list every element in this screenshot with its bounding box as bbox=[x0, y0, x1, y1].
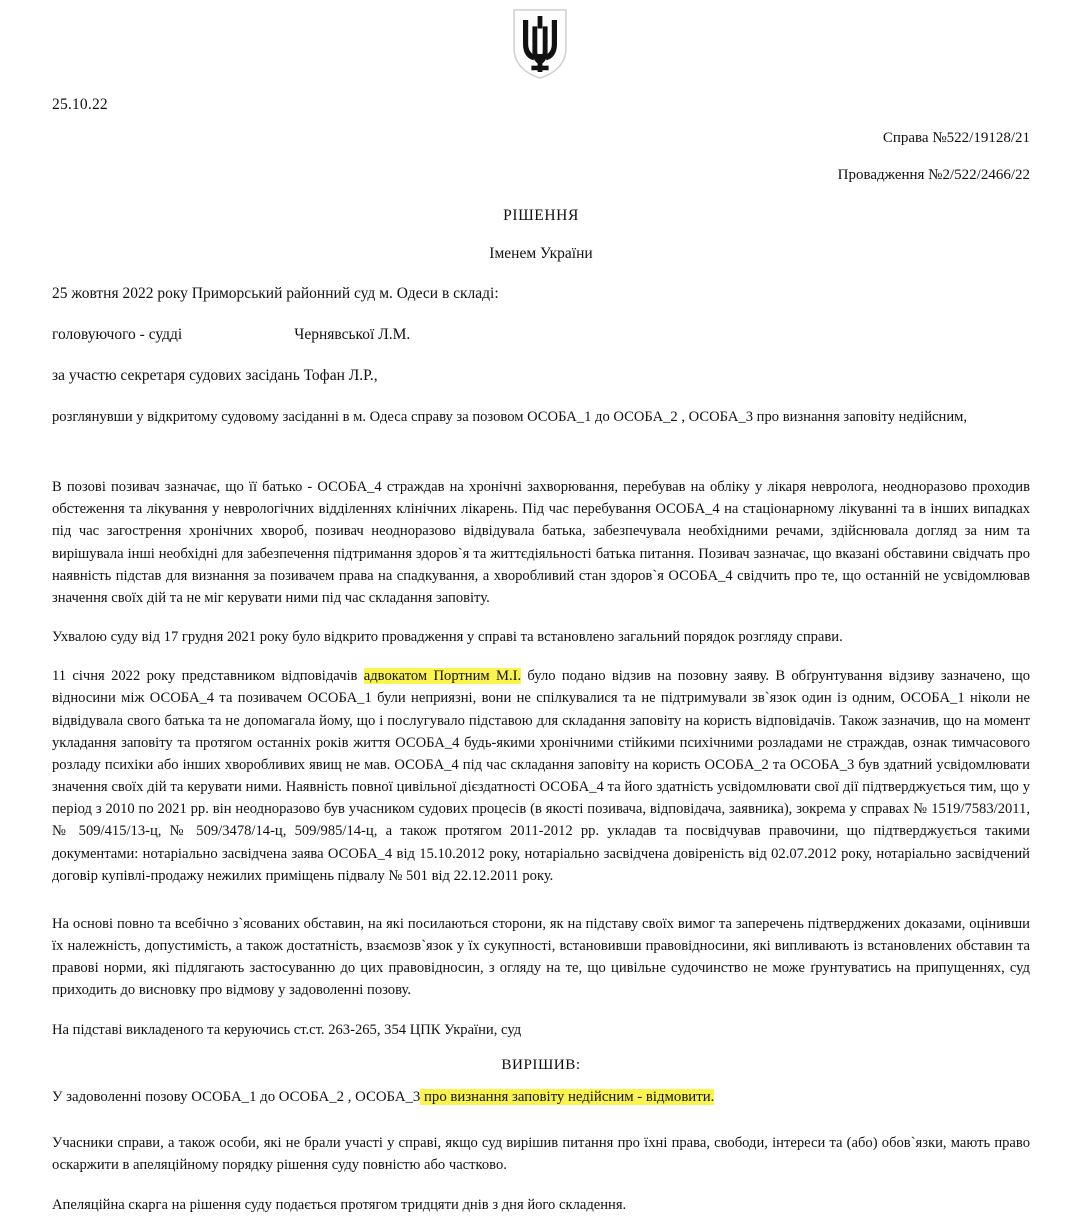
paragraph-court-ruling-opening: Ухвалою суду від 17 грудня 2021 року було відкрито провадження у справі та встановлено загальний порядок розгляду справи. bbox=[52, 629, 843, 646]
decided-heading: ВИРІШИВ: bbox=[501, 1055, 581, 1073]
document-body bbox=[52, 476, 1030, 1216]
response-text-before: 11 січня 2022 року представником відповідачів bbox=[52, 668, 364, 685]
paragraph-claim-statement: В позові позивач зазначає, що її батько - ОСОБА_4 страждав на хронічні захворювання, перебував на обліку у лікаря невролога, неодноразово проходив обстеження та лікування у неврологічних відділеннях клінічних лікарень. Під час перебування ОСОБА_4 на стаціонарному лікуванні та в інших випадках під час загострення хронічних хвороб, позивач неодноразово відвідувала батька, забезпечувала необхідними речами, здійснювала догляд за ним та вирішувала інші необхідні для забезпечення підтримання здоров`я та життєдіяльності батька питання. Позивач зазначає, що вказані обставини свідчать про наявність підстав для визнання за позивачем права на спадкування, а хворобливий стан здоров`я ОСОБА_4 свідчить про те, що останній не усвідомлював значення своїх дій та не міг керувати ними під час складання заповіту. bbox=[52, 479, 1030, 606]
document-subtitle: Іменем України bbox=[489, 245, 593, 262]
paragraph-court-conclusion: На основі повно та всебічно з`ясованих обставин, на які посилаються сторони, як на підставу своїх вимог та заперечень підтверджених доказами, оцінивши їх належність, допустимість, а також достатність, взаємозв`язок у їх сукупності, встановивши правовідносини, які випливають із встановлених обставин та правові норми, які підлягають застосуванню до цих правовідносин, з огляду на те, що цивільне судочинство не може ґрунтуватись на припущеннях, суд приходить до висновку про відмову у задоволенні позову. bbox=[52, 915, 1030, 999]
document-date: 25.10.22 bbox=[52, 96, 108, 113]
case-identifiers bbox=[52, 130, 1030, 183]
emblem-container bbox=[0, 0, 1080, 80]
paragraph-appeal-rights: Учасники справи, а також особи, які не брали участі у справі, якщо суд вирішив питання про їхні права, свободи, інтереси та (або) обов`язки, мають право оскаржити в апеляційному порядку рішення суду повністю або частково. bbox=[52, 1135, 1030, 1174]
verdict-line bbox=[52, 1089, 1030, 1106]
highlighted-verdict: про визнання заповіту недійсним - відмовити. bbox=[420, 1089, 715, 1106]
document-title: РІШЕННЯ bbox=[503, 207, 579, 224]
presiding-judge-name: Чернявської Л.М. bbox=[294, 326, 411, 343]
paragraph-legal-basis: На підставі викладеного та керуючись ст.ст. 263-265, 354 ЦПК України, суд bbox=[52, 1021, 522, 1038]
presiding-judge-line bbox=[52, 326, 1030, 344]
paragraph-appeal-deadline: Апеляційна скарга на рішення суду подається протягом тридцяти днів з дня його складення. bbox=[52, 1196, 627, 1213]
paragraph-defendant-response bbox=[52, 665, 1030, 887]
proceeding-number: Провадження №2/522/2466/22 bbox=[837, 166, 1030, 183]
verdict-text-before: У задоволенні позову ОСОБА_1 до ОСОБА_2 , ОСОБА_3 bbox=[52, 1089, 421, 1106]
ukraine-coat-of-arms-trident-icon bbox=[512, 8, 568, 80]
court-hearing-line: 25 жовтня 2022 року Приморський районний суд м. Одеси в складі: bbox=[52, 285, 499, 302]
response-text-after: було подано відзив на позовну заяву. В обґрунтування відзиву зазначено, що відносини між ОСОБА_4 та позивачем ОСОБА_1 були неприязні, вони не спілкувалися та не підтримували зв`язок один із одним, ОСОБА_1 ніколи не відвідувала свого батька та не допомагала йому, що і послугувало підставою для складання заповіту на користь відповідачів. Також зазначив, що на момент укладання заповіту та протягом останніх років життя ОСОБА_4 будь-якими хронічними стійкими психічними розладами не страждав, ознак тимчасового розладу психіки або інших хворобливих явищ не мав. ОСОБА_4 під час складання заповіту на користь ОСОБА_2 та ОСОБА_3 був здатний усвідомлювати значення своїх дій та керувати ними. Наявність повної цивільної дієздатності ОСОБА_4 та його здатність усвідомлювати свої дії підтверджується тим, що у період з 2010 по 2021 рр. він неодноразово був учасником судових процесів (в якості позивача, відповідача, заявника), зокрема у справах № 1519/7583/2011, № 509/415/13-ц, № 509/3478/14-ц, 509/985/14-ц, а також протягом 2011-2012 рр. укладав та посвідчував правочини, що підтверджується такими документами: нотаріально засвідчена заява ОСОБА_4 від 15.10.2012 року, нотаріально засвідчена довіреність від 02.07.2012 року, нотаріально засвідчений договір купівлі-продажу нежилих приміщень підвалу № 501 від 22.12.2011 року. bbox=[52, 668, 1030, 884]
case-number: Справа №522/19128/21 bbox=[882, 130, 1030, 146]
secretary-line: за участю секретаря судових засідань Тофан Л.Р., bbox=[52, 367, 378, 384]
document-title-block bbox=[52, 207, 1030, 263]
presiding-judge-label: головуючого - судді bbox=[52, 326, 183, 343]
court-composition bbox=[52, 285, 1030, 385]
case-subject-line: розглянувши у відкритому судовому засіданні в м. Одеса справу за позовом ОСОБА_1 до ОСОБА_2 , ОСОБА_3 про визнання заповіту недійсним, bbox=[52, 409, 968, 425]
highlighted-attorney-name: адвокатом Портним М.І. bbox=[363, 668, 522, 685]
